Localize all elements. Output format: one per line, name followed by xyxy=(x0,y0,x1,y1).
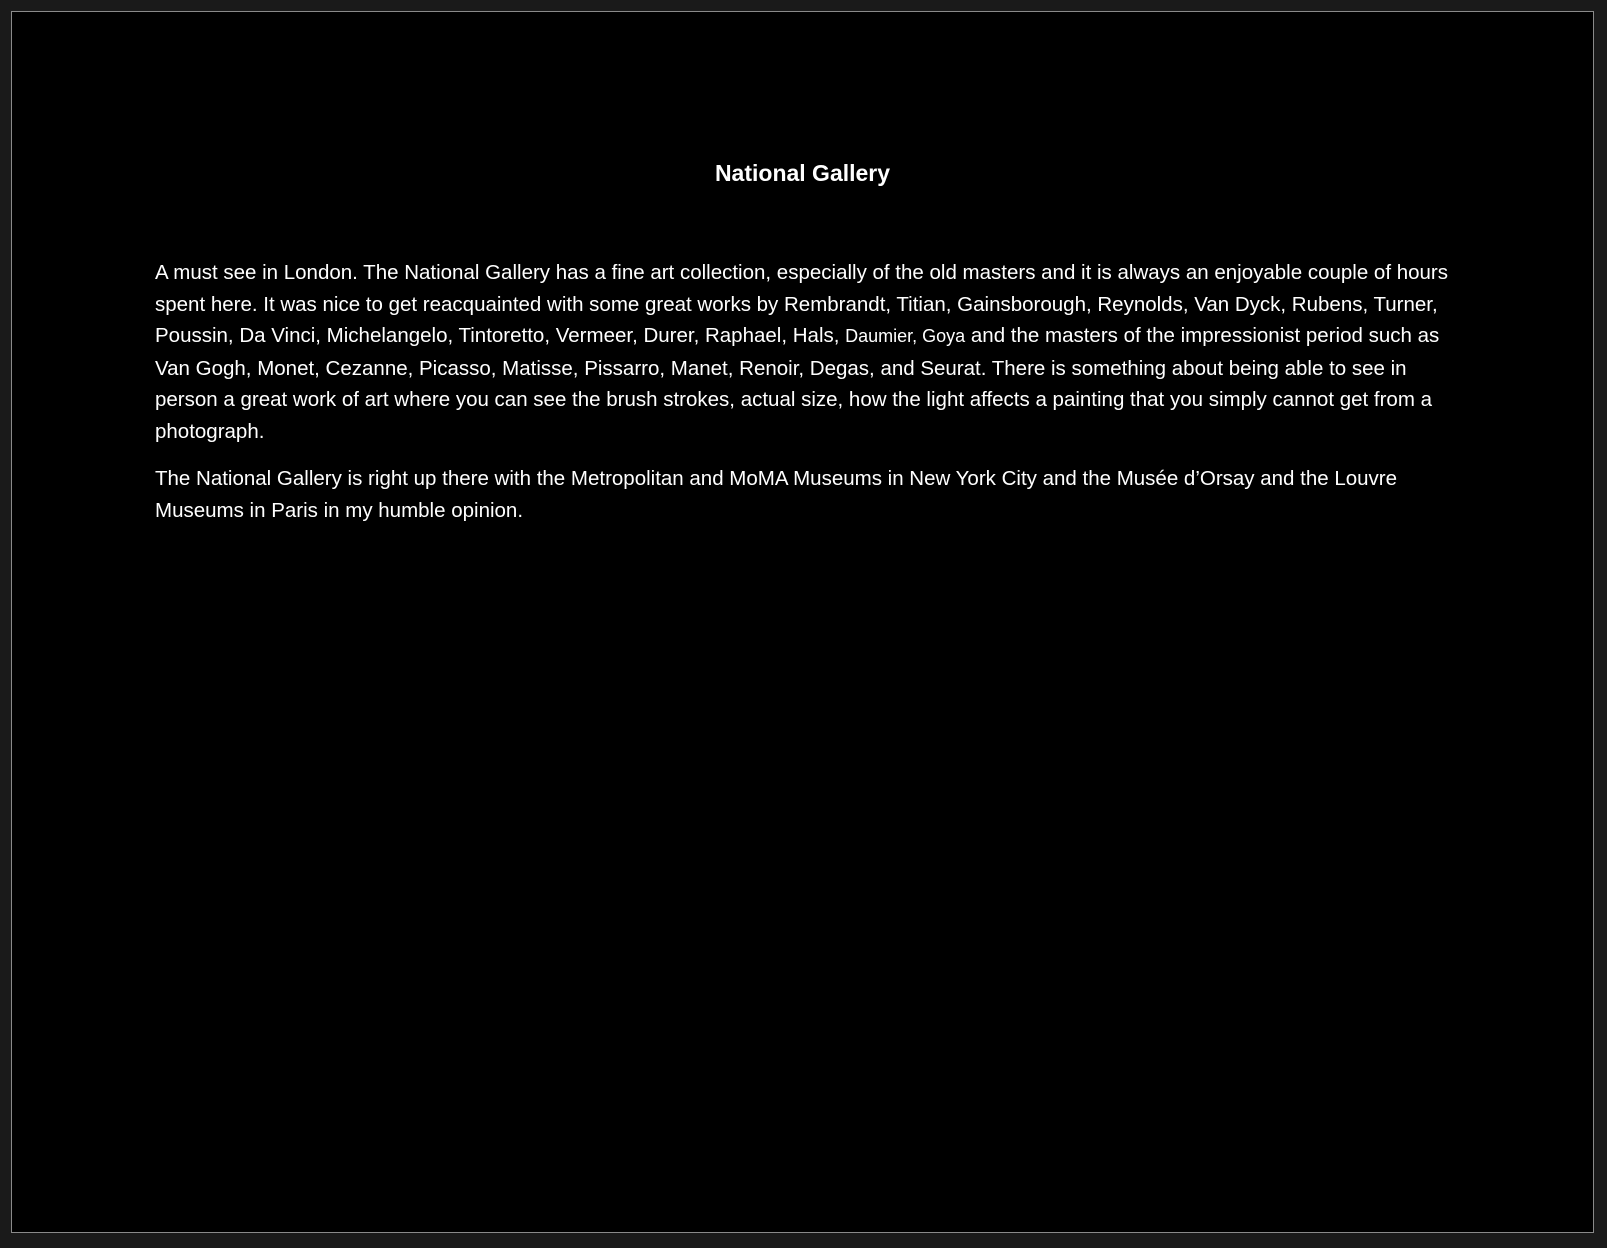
paragraph-2: The National Gallery is right up there with the Metropolitan and MoMA Museums in New York City and the Musée d’Orsay and the Louvre Museums in Paris in my humble opinion. xyxy=(155,467,1398,522)
document-body xyxy=(155,257,1455,542)
paragraph-1-text-a: A must see in London. The National Gallery has a fine art collection, especially of the old masters and it is always an enjoyable couple of hours spent here. It was nice to get reacquainted with some great works by Rembrandt, Titian, Gainsborough, Reynolds, Van Dyck, Rubens, Turner, Poussin, Da Vinci, Michelangelo, Tintoretto, Vermeer, Durer, Raphael, Hals, xyxy=(155,261,1448,347)
paragraph-1-text-b: and the masters of the impressionist period such as Van Gogh, Monet, Cezanne, Picasso, Matisse, Pissarro, Manet, Renoir, Degas, and Seurat. There is something about being able to see in person a great work of art where you can see the brush strokes, actual size, how the light affects a painting that you simply cannot get from a photograph. xyxy=(155,324,1440,443)
paragraph-1 xyxy=(155,257,1455,447)
document-page xyxy=(11,11,1594,1233)
document-title: National Gallery xyxy=(714,160,891,186)
paragraph-1-small-text: Daumier, Goya xyxy=(845,326,966,346)
